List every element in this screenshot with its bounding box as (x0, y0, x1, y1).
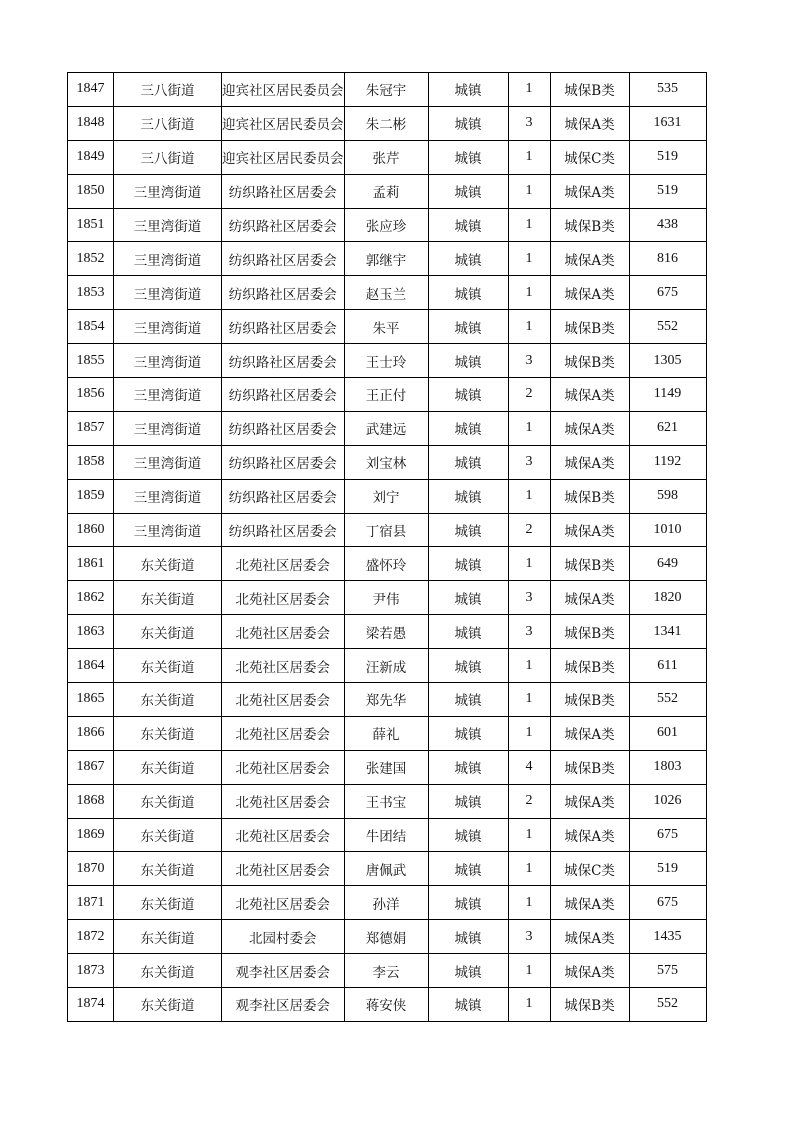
street-cell: 三八街道 (114, 106, 222, 140)
table-row (68, 174, 707, 208)
insurance-category-cell: 城保A类 (550, 242, 629, 276)
row-number-cell: 1862 (68, 581, 114, 615)
table-row (68, 852, 707, 886)
community-cell: 北苑社区居委会 (222, 547, 345, 581)
area-type-cell: 城镇 (428, 73, 508, 107)
insurance-category-cell: 城保B类 (550, 344, 629, 378)
table-row (68, 513, 707, 547)
household-size-cell: 1 (508, 242, 550, 276)
area-type-cell: 城镇 (428, 276, 508, 310)
insurance-category-cell: 城保B类 (550, 208, 629, 242)
household-size-cell: 3 (508, 106, 550, 140)
row-number-cell: 1857 (68, 411, 114, 445)
household-size-cell: 1 (508, 988, 550, 1022)
area-type-cell: 城镇 (428, 378, 508, 412)
community-cell: 北园村委会 (222, 920, 345, 954)
street-cell: 三里湾街道 (114, 378, 222, 412)
household-size-cell: 1 (508, 174, 550, 208)
table-row (68, 716, 707, 750)
person-name-cell: 朱平 (344, 310, 428, 344)
table-row (68, 750, 707, 784)
amount-cell: 611 (629, 649, 706, 683)
table-row (68, 988, 707, 1022)
street-cell: 三八街道 (114, 140, 222, 174)
household-size-cell: 3 (508, 615, 550, 649)
amount-cell: 519 (629, 140, 706, 174)
row-number-cell: 1847 (68, 73, 114, 107)
street-cell: 三里湾街道 (114, 310, 222, 344)
street-cell: 东关街道 (114, 818, 222, 852)
insurance-category-cell: 城保A类 (550, 411, 629, 445)
street-cell: 东关街道 (114, 547, 222, 581)
person-name-cell: 汪新成 (344, 649, 428, 683)
person-name-cell: 孙洋 (344, 886, 428, 920)
street-cell: 三里湾街道 (114, 242, 222, 276)
amount-cell: 519 (629, 852, 706, 886)
community-cell: 北苑社区居委会 (222, 818, 345, 852)
insurance-category-cell: 城保A类 (550, 378, 629, 412)
household-size-cell: 1 (508, 208, 550, 242)
insurance-category-cell: 城保A类 (550, 886, 629, 920)
table-row (68, 411, 707, 445)
community-cell: 纺织路社区居委会 (222, 310, 345, 344)
insurance-category-cell: 城保A类 (550, 276, 629, 310)
row-number-cell: 1855 (68, 344, 114, 378)
table-row (68, 479, 707, 513)
area-type-cell: 城镇 (428, 411, 508, 445)
person-name-cell: 朱冠宇 (344, 73, 428, 107)
insurance-category-cell: 城保B类 (550, 479, 629, 513)
row-number-cell: 1852 (68, 242, 114, 276)
row-number-cell: 1873 (68, 954, 114, 988)
amount-cell: 601 (629, 716, 706, 750)
area-type-cell: 城镇 (428, 479, 508, 513)
household-size-cell: 3 (508, 344, 550, 378)
amount-cell: 1149 (629, 378, 706, 412)
area-type-cell: 城镇 (428, 547, 508, 581)
community-cell: 纺织路社区居委会 (222, 174, 345, 208)
area-type-cell: 城镇 (428, 310, 508, 344)
table-row (68, 547, 707, 581)
household-size-cell: 1 (508, 310, 550, 344)
community-cell: 纺织路社区居委会 (222, 344, 345, 378)
area-type-cell: 城镇 (428, 683, 508, 717)
person-name-cell: 孟莉 (344, 174, 428, 208)
table-row (68, 886, 707, 920)
insurance-category-cell: 城保A类 (550, 818, 629, 852)
table-row (68, 276, 707, 310)
area-type-cell: 城镇 (428, 208, 508, 242)
amount-cell: 1010 (629, 513, 706, 547)
community-cell: 北苑社区居委会 (222, 886, 345, 920)
area-type-cell: 城镇 (428, 445, 508, 479)
person-name-cell: 牛团结 (344, 818, 428, 852)
row-number-cell: 1869 (68, 818, 114, 852)
table-row (68, 378, 707, 412)
row-number-cell: 1861 (68, 547, 114, 581)
amount-cell: 1435 (629, 920, 706, 954)
table-row (68, 208, 707, 242)
street-cell: 东关街道 (114, 784, 222, 818)
insurance-category-cell: 城保B类 (550, 988, 629, 1022)
insurance-category-cell: 城保A类 (550, 954, 629, 988)
amount-cell: 675 (629, 276, 706, 310)
table-row (68, 784, 707, 818)
area-type-cell: 城镇 (428, 242, 508, 276)
row-number-cell: 1867 (68, 750, 114, 784)
street-cell: 东关街道 (114, 886, 222, 920)
amount-cell: 575 (629, 954, 706, 988)
community-cell: 纺织路社区居委会 (222, 479, 345, 513)
area-type-cell: 城镇 (428, 784, 508, 818)
person-name-cell: 蒋安侠 (344, 988, 428, 1022)
table-body (68, 73, 707, 1022)
community-cell: 迎宾社区居民委员会 (222, 140, 345, 174)
area-type-cell: 城镇 (428, 852, 508, 886)
area-type-cell: 城镇 (428, 581, 508, 615)
insurance-category-cell: 城保A类 (550, 513, 629, 547)
row-number-cell: 1860 (68, 513, 114, 547)
community-cell: 北苑社区居委会 (222, 649, 345, 683)
street-cell: 东关街道 (114, 683, 222, 717)
household-size-cell: 3 (508, 445, 550, 479)
community-cell: 迎宾社区居民委员会 (222, 106, 345, 140)
amount-cell: 1026 (629, 784, 706, 818)
person-name-cell: 刘宁 (344, 479, 428, 513)
amount-cell: 1803 (629, 750, 706, 784)
area-type-cell: 城镇 (428, 886, 508, 920)
row-number-cell: 1859 (68, 479, 114, 513)
amount-cell: 552 (629, 988, 706, 1022)
street-cell: 东关街道 (114, 750, 222, 784)
insurance-category-cell: 城保A类 (550, 716, 629, 750)
community-cell: 北苑社区居委会 (222, 852, 345, 886)
amount-cell: 1820 (629, 581, 706, 615)
row-number-cell: 1874 (68, 988, 114, 1022)
street-cell: 东关街道 (114, 649, 222, 683)
table-row (68, 954, 707, 988)
insurance-category-cell: 城保C类 (550, 852, 629, 886)
row-number-cell: 1854 (68, 310, 114, 344)
street-cell: 东关街道 (114, 581, 222, 615)
community-cell: 观李社区居委会 (222, 954, 345, 988)
community-cell: 纺织路社区居委会 (222, 276, 345, 310)
street-cell: 东关街道 (114, 852, 222, 886)
table-row (68, 242, 707, 276)
row-number-cell: 1872 (68, 920, 114, 954)
person-name-cell: 郑德娟 (344, 920, 428, 954)
person-name-cell: 尹伟 (344, 581, 428, 615)
community-cell: 北苑社区居委会 (222, 683, 345, 717)
insurance-category-cell: 城保B类 (550, 547, 629, 581)
street-cell: 三里湾街道 (114, 276, 222, 310)
community-cell: 纺织路社区居委会 (222, 208, 345, 242)
household-size-cell: 1 (508, 547, 550, 581)
street-cell: 三里湾街道 (114, 344, 222, 378)
person-name-cell: 王正付 (344, 378, 428, 412)
household-size-cell: 4 (508, 750, 550, 784)
community-cell: 观李社区居委会 (222, 988, 345, 1022)
row-number-cell: 1863 (68, 615, 114, 649)
area-type-cell: 城镇 (428, 106, 508, 140)
street-cell: 三里湾街道 (114, 479, 222, 513)
household-size-cell: 1 (508, 852, 550, 886)
row-number-cell: 1864 (68, 649, 114, 683)
person-name-cell: 丁宿县 (344, 513, 428, 547)
area-type-cell: 城镇 (428, 174, 508, 208)
person-name-cell: 梁若愚 (344, 615, 428, 649)
row-number-cell: 1858 (68, 445, 114, 479)
row-number-cell: 1865 (68, 683, 114, 717)
street-cell: 三里湾街道 (114, 208, 222, 242)
person-name-cell: 王士玲 (344, 344, 428, 378)
row-number-cell: 1856 (68, 378, 114, 412)
insurance-category-cell: 城保A类 (550, 445, 629, 479)
amount-cell: 1192 (629, 445, 706, 479)
area-type-cell: 城镇 (428, 649, 508, 683)
community-cell: 纺织路社区居委会 (222, 513, 345, 547)
amount-cell: 1305 (629, 344, 706, 378)
amount-cell: 621 (629, 411, 706, 445)
person-name-cell: 郑先华 (344, 683, 428, 717)
area-type-cell: 城镇 (428, 988, 508, 1022)
amount-cell: 552 (629, 310, 706, 344)
area-type-cell: 城镇 (428, 344, 508, 378)
person-name-cell: 王书宝 (344, 784, 428, 818)
community-cell: 北苑社区居委会 (222, 615, 345, 649)
amount-cell: 552 (629, 683, 706, 717)
community-cell: 迎宾社区居民委员会 (222, 73, 345, 107)
insurance-category-cell: 城保B类 (550, 649, 629, 683)
insurance-category-cell: 城保A类 (550, 784, 629, 818)
row-number-cell: 1850 (68, 174, 114, 208)
table-row (68, 445, 707, 479)
household-size-cell: 1 (508, 683, 550, 717)
area-type-cell: 城镇 (428, 750, 508, 784)
household-size-cell: 2 (508, 784, 550, 818)
row-number-cell: 1848 (68, 106, 114, 140)
insurance-category-cell: 城保C类 (550, 140, 629, 174)
street-cell: 东关街道 (114, 716, 222, 750)
table-row (68, 140, 707, 174)
table-row (68, 649, 707, 683)
insurance-category-cell: 城保A类 (550, 174, 629, 208)
street-cell: 三里湾街道 (114, 411, 222, 445)
row-number-cell: 1853 (68, 276, 114, 310)
table-row (68, 818, 707, 852)
community-cell: 纺织路社区居委会 (222, 378, 345, 412)
area-type-cell: 城镇 (428, 716, 508, 750)
records-table (67, 72, 707, 1022)
table-row (68, 73, 707, 107)
street-cell: 东关街道 (114, 988, 222, 1022)
street-cell: 东关街道 (114, 615, 222, 649)
amount-cell: 816 (629, 242, 706, 276)
street-cell: 东关街道 (114, 954, 222, 988)
street-cell: 三里湾街道 (114, 174, 222, 208)
street-cell: 三八街道 (114, 73, 222, 107)
table-row (68, 920, 707, 954)
household-size-cell: 3 (508, 581, 550, 615)
insurance-category-cell: 城保B类 (550, 310, 629, 344)
area-type-cell: 城镇 (428, 954, 508, 988)
street-cell: 东关街道 (114, 920, 222, 954)
amount-cell: 519 (629, 174, 706, 208)
household-size-cell: 1 (508, 276, 550, 310)
community-cell: 北苑社区居委会 (222, 716, 345, 750)
community-cell: 北苑社区居委会 (222, 784, 345, 818)
area-type-cell: 城镇 (428, 513, 508, 547)
person-name-cell: 郭继宇 (344, 242, 428, 276)
insurance-category-cell: 城保A类 (550, 920, 629, 954)
person-name-cell: 朱二彬 (344, 106, 428, 140)
person-name-cell: 李云 (344, 954, 428, 988)
household-size-cell: 1 (508, 73, 550, 107)
household-size-cell: 1 (508, 818, 550, 852)
table-row (68, 581, 707, 615)
row-number-cell: 1868 (68, 784, 114, 818)
community-cell: 纺织路社区居委会 (222, 242, 345, 276)
row-number-cell: 1851 (68, 208, 114, 242)
community-cell: 北苑社区居委会 (222, 750, 345, 784)
household-size-cell: 3 (508, 920, 550, 954)
person-name-cell: 薛礼 (344, 716, 428, 750)
person-name-cell: 盛怀玲 (344, 547, 428, 581)
household-size-cell: 1 (508, 886, 550, 920)
amount-cell: 438 (629, 208, 706, 242)
community-cell: 纺织路社区居委会 (222, 445, 345, 479)
household-size-cell: 1 (508, 411, 550, 445)
area-type-cell: 城镇 (428, 615, 508, 649)
amount-cell: 535 (629, 73, 706, 107)
household-size-cell: 1 (508, 479, 550, 513)
person-name-cell: 张芹 (344, 140, 428, 174)
insurance-category-cell: 城保A类 (550, 581, 629, 615)
area-type-cell: 城镇 (428, 140, 508, 174)
household-size-cell: 2 (508, 513, 550, 547)
row-number-cell: 1866 (68, 716, 114, 750)
person-name-cell: 赵玉兰 (344, 276, 428, 310)
table-row (68, 344, 707, 378)
insurance-category-cell: 城保A类 (550, 106, 629, 140)
amount-cell: 1631 (629, 106, 706, 140)
insurance-category-cell: 城保B类 (550, 615, 629, 649)
street-cell: 三里湾街道 (114, 445, 222, 479)
person-name-cell: 张建国 (344, 750, 428, 784)
household-size-cell: 1 (508, 140, 550, 174)
amount-cell: 1341 (629, 615, 706, 649)
table-row (68, 683, 707, 717)
person-name-cell: 唐佩武 (344, 852, 428, 886)
household-size-cell: 1 (508, 649, 550, 683)
amount-cell: 675 (629, 886, 706, 920)
community-cell: 北苑社区居委会 (222, 581, 345, 615)
community-cell: 纺织路社区居委会 (222, 411, 345, 445)
amount-cell: 649 (629, 547, 706, 581)
person-name-cell: 刘宝林 (344, 445, 428, 479)
household-size-cell: 1 (508, 954, 550, 988)
person-name-cell: 张应珍 (344, 208, 428, 242)
row-number-cell: 1849 (68, 140, 114, 174)
area-type-cell: 城镇 (428, 818, 508, 852)
row-number-cell: 1871 (68, 886, 114, 920)
row-number-cell: 1870 (68, 852, 114, 886)
household-size-cell: 1 (508, 716, 550, 750)
table-row (68, 106, 707, 140)
insurance-category-cell: 城保B类 (550, 73, 629, 107)
person-name-cell: 武建远 (344, 411, 428, 445)
table-row (68, 310, 707, 344)
insurance-category-cell: 城保B类 (550, 683, 629, 717)
household-size-cell: 2 (508, 378, 550, 412)
area-type-cell: 城镇 (428, 920, 508, 954)
insurance-category-cell: 城保B类 (550, 750, 629, 784)
street-cell: 三里湾街道 (114, 513, 222, 547)
table-row (68, 615, 707, 649)
amount-cell: 598 (629, 479, 706, 513)
amount-cell: 675 (629, 818, 706, 852)
